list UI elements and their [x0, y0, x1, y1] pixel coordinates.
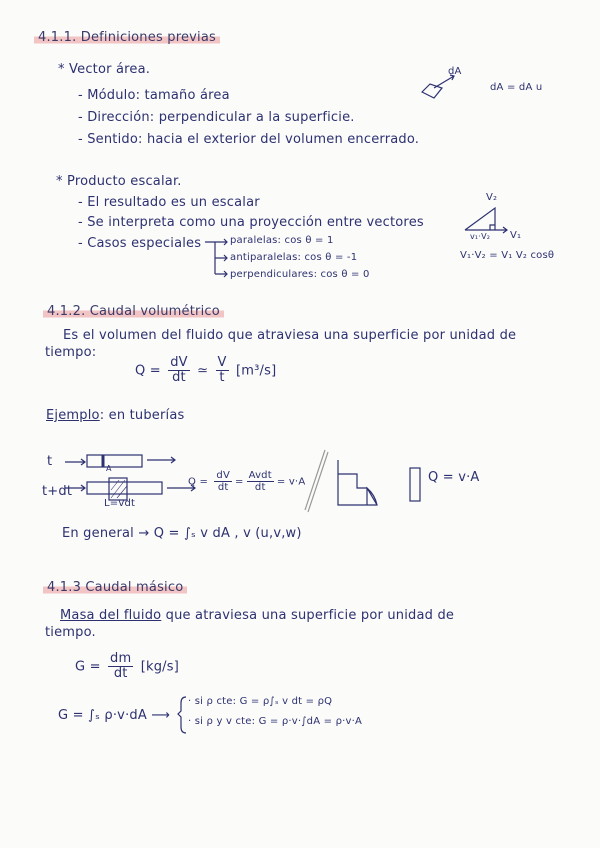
heading-4-1-1: 4.1.1. Definiciones previas [34, 30, 220, 45]
caudal-masico-paragraph [60, 608, 454, 623]
pipe-den1: dt [217, 482, 229, 493]
g-case-2: · si ρ y v cte: G = ρ·v·∫dA = ρ·v·A [188, 716, 363, 727]
q-num: dV [170, 355, 188, 370]
q-num2: V [217, 355, 227, 370]
q-lhs: Q = [135, 363, 161, 379]
vector-area-modulo: - Módulo: tamaño área [78, 88, 230, 103]
producto-item-1: - El resultado es un escalar [78, 195, 260, 210]
g-lhs: G = [75, 659, 101, 675]
cases-brace [178, 695, 188, 735]
g-case-1: · si ρ cte: G = ρ∫ₛ v dt = ρQ [188, 696, 333, 707]
vector-q-formula: Q = v·A [428, 470, 480, 485]
example-label [46, 408, 184, 423]
pipe-q: Q = [188, 476, 209, 488]
dot-product-formula: V₁·V₂ = V₁ V₂ cosθ [460, 250, 555, 261]
q-den2: t [219, 370, 225, 386]
time-t-label: t [47, 454, 53, 469]
pipe-num2: Avdt [248, 470, 272, 481]
paragraph-rest: que atraviesa una superficie por unidad de [161, 608, 455, 623]
vector-area-title: * Vector área. [58, 62, 151, 77]
v1-label: V₁ [510, 230, 522, 241]
g-formula [75, 652, 179, 682]
case-perpendiculares: perpendiculares: cos θ = 0 [230, 269, 370, 280]
projection-label: v₁·V₂ [470, 232, 491, 241]
pipe-den2: dt [254, 482, 266, 493]
producto-title: * Producto escalar. [56, 174, 182, 189]
area-vector-label: dA [448, 66, 462, 77]
q-formula [135, 356, 276, 386]
g-integral: G = ∫ₛ ρ·v·dA ⟶ [58, 708, 171, 723]
case-antiparalelas: antiparalelas: cos θ = -1 [230, 252, 358, 263]
vector-area-direccion: - Dirección: perpendicular a la superficie. [78, 110, 355, 125]
length-label: L=vdt [104, 498, 136, 509]
q-approx: ≃ [197, 363, 209, 379]
masa-fluido-underlined: Masa del fluido [60, 608, 162, 623]
general-formula: En general → Q = ∫ₛ v dA , v (u,v,w) [62, 526, 302, 541]
caudal-masico-paragraph-2: tiempo. [45, 625, 96, 640]
q-units: [m³/s] [235, 363, 277, 379]
time-tdt-label: t+dt [42, 484, 73, 499]
g-den: dt [113, 666, 128, 682]
pipe-result: = v·A [276, 476, 306, 488]
vector-area-sentido: - Sentido: hacia el exterior del volumen encerrado. [78, 132, 420, 147]
caudal-vol-paragraph: Es el volumen del fluido que atraviesa una superficie por unidad de [63, 328, 517, 343]
g-num: dm [110, 651, 132, 666]
heading-4-1-2: 4.1.2. Caudal volumétrico [43, 304, 224, 319]
example-underlined: Ejemplo [46, 408, 100, 423]
producto-item-3: - Casos especiales [78, 236, 202, 251]
case-paralelas: paralelas: cos θ = 1 [230, 235, 334, 246]
area-a-label: A [106, 464, 112, 473]
heading-4-1-3: 4.1.3 Caudal másico [43, 580, 187, 595]
v2-label: V₂ [486, 192, 498, 203]
example-rest: : en tuberías [99, 408, 185, 423]
pipe-num1: dV [216, 470, 231, 481]
q-den: dt [172, 370, 186, 386]
surface-sketch-diagram [305, 450, 415, 510]
g-units: [kg/s] [140, 659, 179, 675]
area-vector-formula: dA = dA u [490, 82, 543, 93]
producto-item-2: - Se interpreta como una proyección entre vectores [78, 215, 424, 230]
pipe-formula: Q = $\frac{dV}{dt}$ = $\frac{\text{Avdt}}{dt}$ = v·A [188, 470, 306, 493]
caudal-vol-paragraph-2: tiempo: [45, 345, 97, 360]
